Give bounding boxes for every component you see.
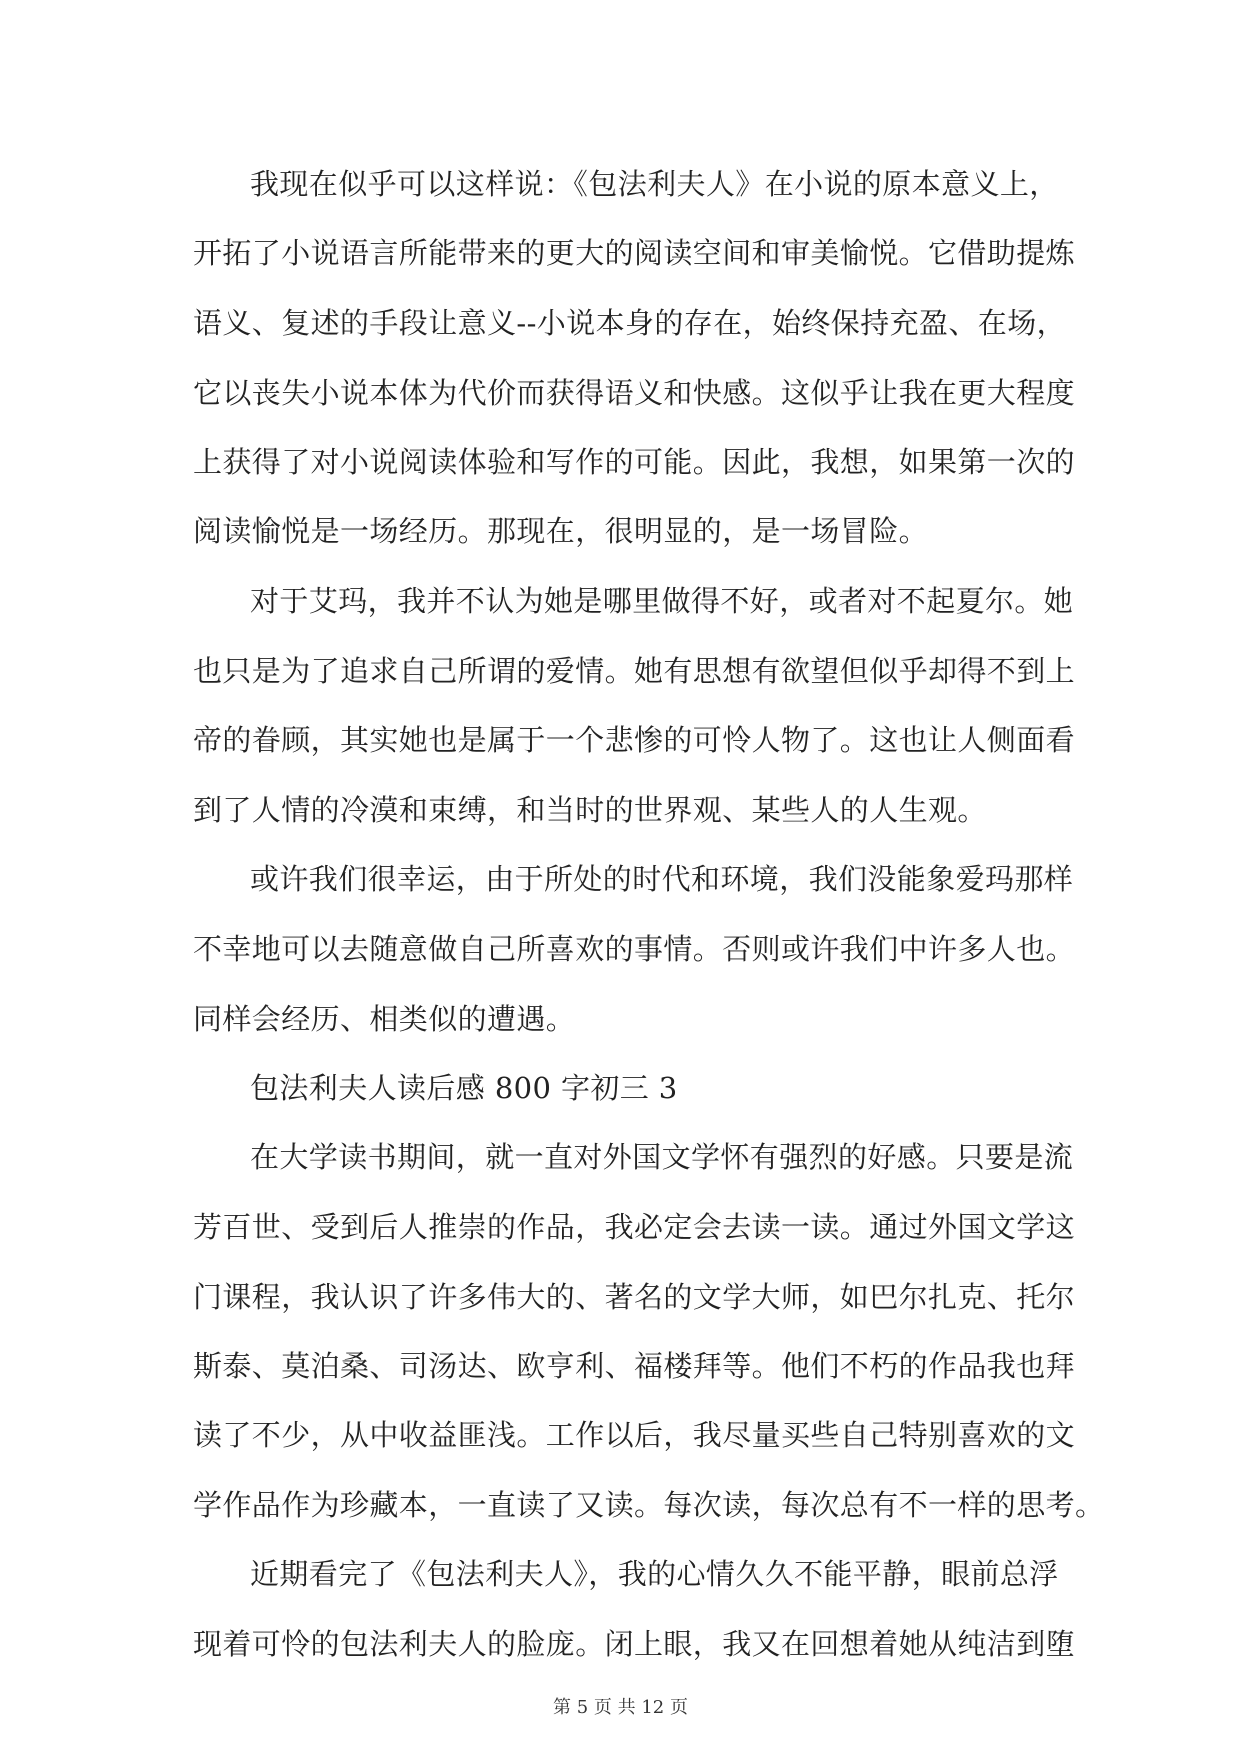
text-line: 它以丧失小说本体为代价而获得语义和快感。这似乎让我在更大程度 [193,376,1076,410]
text-line: 不幸地可以去随意做自己所喜欢的事情。否则或许我们中许多人也。 [193,932,1076,966]
text-line: 到了人情的冷漠和束缚，和当时的世界观、某些人的人生观。 [193,793,987,827]
text-line: 近期看完了《包法利夫人》，我的心情久久不能平静，眼前总浮 [250,1557,1059,1591]
section-heading: 包法利夫人读后感 800 字初三 3 [250,1071,678,1105]
text-line: 也只是为了追求自己所谓的爱情。她有思想有欲望但似乎却得不到上 [193,654,1076,688]
text-line: 现着可怜的包法利夫人的脸庞。闭上眼，我又在回想着她从纯洁到堕 [193,1627,1076,1661]
text-line: 在大学读书期间，就一直对外国文学怀有强烈的好感。只要是流 [250,1140,1074,1174]
text-line: 我现在似乎可以这样说：《包法利夫人》在小说的原本意义上， [250,167,1059,201]
text-line: 语义、复述的手段让意义--小说本身的存在，始终保持充盈、在场， [193,306,1066,340]
text-line: 同样会经历、相类似的遭遇。 [193,1002,576,1036]
text-line: 读了不少，从中收益匪浅。工作以后，我尽量买些自己特别喜欢的文 [193,1418,1076,1452]
text-line: 对于艾玛，我并不认为她是哪里做得不好，或者对不起夏尔。她 [250,584,1074,618]
text-line: 芳百世、受到后人推崇的作品，我必定会去读一读。通过外国文学这 [193,1210,1076,1244]
text-line: 门课程，我认识了许多伟大的、著名的文学大师，如巴尔扎克、托尔 [193,1280,1076,1314]
text-line: 斯泰、莫泊桑、司汤达、欧亨利、福楼拜等。他们不朽的作品我也拜 [193,1349,1076,1383]
text-line: 帝的眷顾，其实她也是属于一个悲惨的可怜人物了。这也让人侧面看 [193,723,1076,757]
text-line: 阅读愉悦是一场经历。那现在，很明显的，是一场冒险。 [193,514,929,548]
text-line: 学作品作为珍藏本，一直读了又读。每次读，每次总有不一样的思考。 [193,1488,1105,1522]
text-line: 上获得了对小说阅读体验和写作的可能。因此，我想，如果第一次的 [193,445,1076,479]
page-number-footer: 第 5 页 共 12 页 [553,1697,688,1718]
text-line: 开拓了小说语言所能带来的更大的阅读空间和审美愉悦。它借助提炼 [193,236,1076,270]
text-line: 或许我们很幸运，由于所处的时代和环境，我们没能象爱玛那样 [250,862,1074,896]
